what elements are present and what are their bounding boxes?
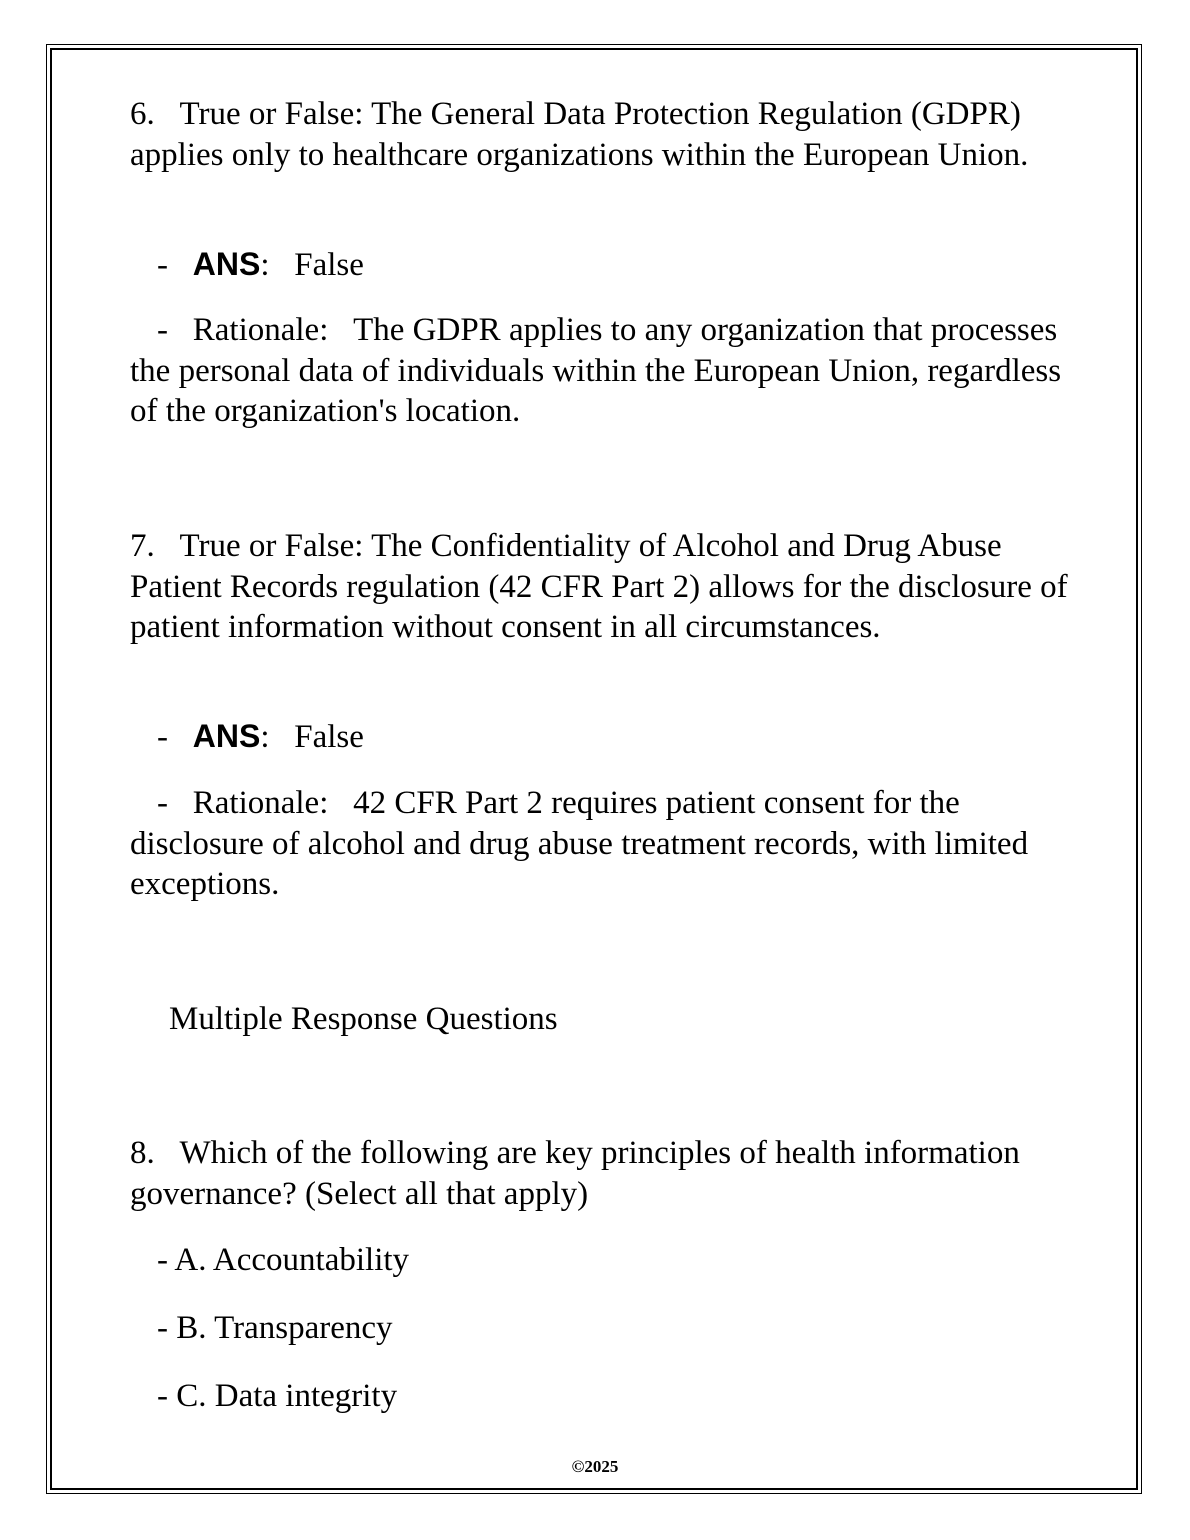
question-text: 8. Which of the following are key principles of health information governance? (Select all that apply) — [130, 1135, 1020, 1212]
answer-value: : False — [260, 719, 364, 755]
answer-line — [130, 716, 1097, 758]
question-7 — [130, 526, 1070, 648]
option-b: - B. Transparency — [157, 1310, 393, 1346]
question-text: 6. True or False: The General Data Protection Regulation (GDPR) applies only to healthcare organizations within the European Union. — [130, 96, 1029, 173]
copyright-footer: ©2025 — [571, 1457, 619, 1476]
question-6 — [130, 94, 1070, 175]
section-heading: Multiple Response Questions — [169, 1001, 558, 1037]
question-8 — [130, 1133, 1070, 1214]
answer-line — [130, 244, 1097, 286]
answer-value: : False — [260, 247, 364, 283]
answer-label: ANS — [192, 246, 261, 282]
answer-label: ANS — [192, 718, 261, 754]
rationale — [130, 783, 1070, 905]
rationale — [130, 310, 1070, 432]
option-c: - C. Data integrity — [157, 1378, 398, 1414]
rationale-text: - Rationale: 42 CFR Part 2 requires patient consent for the disclosure of alcohol and drug abuse treatment records, with limited exceptions. — [130, 785, 1029, 902]
option-a: - A. Accountability — [157, 1242, 410, 1278]
answer-dash: - — [157, 719, 193, 755]
answer-dash: - — [157, 247, 193, 283]
rationale-text: - Rationale: The GDPR applies to any organization that processes the personal data of individuals within the European Union, regardless of the organization's location. — [130, 312, 1062, 429]
question-text: 7. True or False: The Confidentiality of Alcohol and Drug Abuse Patient Records regulation (42 CFR Part 2) allows for the disclosure of patient information without consent in all circumstances. — [130, 528, 1068, 645]
